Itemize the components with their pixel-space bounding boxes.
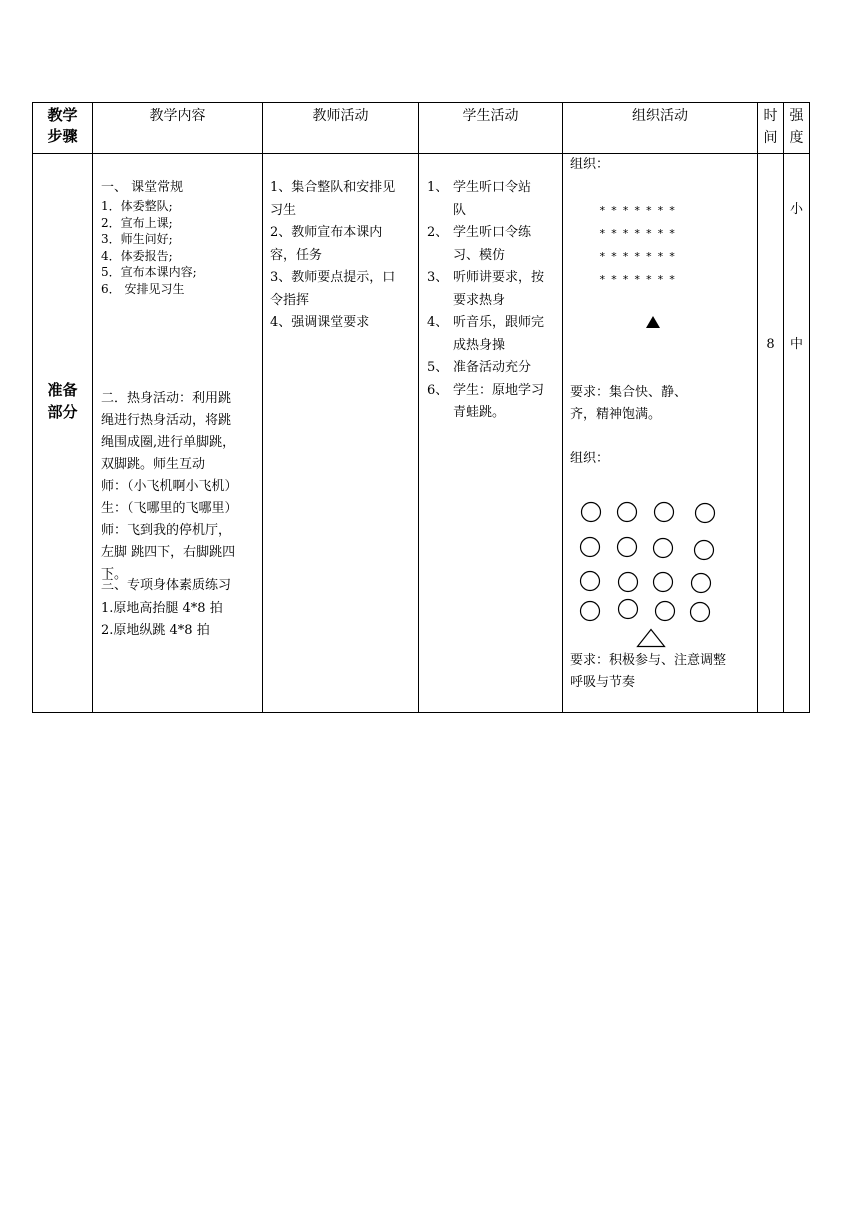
- formation-circles: [570, 495, 730, 630]
- routine-title: 一、 课堂常规: [101, 180, 184, 195]
- header-intensity-line1: 强: [789, 108, 804, 124]
- student-circle-icon: [619, 573, 638, 592]
- step-label: [33, 379, 92, 423]
- requirement-line: 要求：集合快、静、: [570, 385, 688, 400]
- special-item: 2.原地纵跳 4*8 拍: [101, 623, 210, 638]
- teacher-line: 3、教师要点提示，口: [270, 270, 396, 285]
- star-row: *******: [599, 273, 681, 286]
- student-item-line: 队: [453, 202, 467, 218]
- warmup-line: 绳进行热身活动，将跳: [101, 413, 232, 428]
- header-time-line2: 间: [763, 130, 778, 146]
- col-divider: [757, 102, 758, 713]
- student-circle-icon: [655, 503, 674, 522]
- student-item-line: 要求热身: [453, 292, 506, 308]
- student-circle-icon: [581, 538, 600, 557]
- warmup-line: 双脚跳。师生互动: [101, 457, 206, 472]
- table-border-right: [809, 102, 810, 713]
- warmup-text: [101, 388, 238, 586]
- warmup-line: 师：飞到我的停机厅，: [101, 523, 232, 538]
- student-circle-icon: [696, 504, 715, 523]
- header-time: [758, 105, 783, 149]
- teacher-line: 4、强调课堂要求: [270, 315, 370, 330]
- header-row-divider: [32, 153, 810, 154]
- student-circle-icon: [692, 574, 711, 593]
- intensity-low: 小: [789, 202, 803, 217]
- student-circle-icon: [581, 602, 600, 621]
- organize-label-1: 组织：: [570, 157, 610, 172]
- routine-item: 4．体委报告;: [101, 248, 173, 263]
- student-circle-icon: [654, 539, 673, 558]
- student-circle-icon: [581, 572, 600, 591]
- student-item-line: 学生听口令练: [453, 225, 532, 240]
- warmup-line: 绳围成圈,进行单脚跳，: [101, 435, 236, 450]
- warmup-line: 师：（小飞机啊小飞机）: [101, 479, 238, 494]
- col-divider: [418, 102, 419, 713]
- student-circle-icon: [654, 573, 673, 592]
- student-item-line: 学生：原地学习: [453, 382, 545, 398]
- routine-item: 1．体委整队;: [101, 199, 173, 213]
- requirement-line: 要求：积极参与、注意调整: [570, 653, 727, 668]
- table-border-bottom: [32, 712, 810, 713]
- teacher-line: 习生: [270, 202, 297, 218]
- teacher-line: 1、集合整队和安排见: [270, 180, 396, 195]
- header-content: 教学内容: [149, 108, 206, 124]
- table-border-top: [32, 102, 810, 103]
- student-item-line: 习、模仿: [453, 247, 506, 263]
- star-row: *******: [599, 204, 681, 217]
- routine-item: 3．师生问好;: [101, 232, 173, 246]
- header-organize: 组织活动: [632, 108, 688, 124]
- student-item-number: 4、: [427, 315, 449, 330]
- student-item-line: 成热身操: [453, 337, 506, 353]
- student-item: [427, 177, 559, 222]
- student-circle-icon: [618, 503, 637, 522]
- header-intensity: [784, 105, 809, 149]
- header-student: 学生活动: [462, 108, 519, 124]
- routine-item: 6． 安排见习生: [101, 281, 185, 296]
- student-item: [427, 222, 559, 267]
- col-divider: [783, 102, 784, 713]
- student-item: [427, 357, 559, 380]
- student-item-number: 6、: [427, 382, 449, 398]
- requirement-line: 齐，精神饱满。: [570, 407, 662, 422]
- step-label-line1: 准备: [47, 381, 78, 399]
- header-teacher: 教师活动: [312, 108, 369, 124]
- star-row: *******: [599, 227, 681, 240]
- teacher-activities: [270, 177, 395, 335]
- col-divider: [262, 102, 263, 713]
- warmup-line: 生：（飞哪里的飞哪里）: [101, 501, 238, 516]
- organize-requirement-2: [570, 650, 726, 694]
- col-divider: [562, 102, 563, 713]
- student-item: [427, 267, 559, 312]
- student-circle-icon: [695, 541, 714, 560]
- organize-label-2: 组织：: [570, 451, 610, 466]
- routine-list: [101, 198, 197, 297]
- student-item-line: 听音乐，跟师完: [453, 315, 545, 330]
- organize-requirement-1: [570, 382, 687, 426]
- student-item-number: 3、: [427, 270, 449, 285]
- step-label-line2: 部分: [47, 403, 78, 421]
- student-circle-icon: [656, 602, 675, 621]
- student-item-number: 5、: [427, 360, 449, 375]
- warmup-line: 左脚 跳四下，右脚跳四: [101, 545, 236, 560]
- student-circle-icon: [582, 503, 601, 522]
- student-item-line: 学生听口令站: [453, 180, 532, 195]
- formation-stars: [599, 199, 680, 291]
- col-divider: [92, 102, 93, 713]
- routine-item: 2．宣布上课;: [101, 215, 173, 230]
- teacher-position-outline-triangle-icon: [636, 628, 666, 648]
- header-step-line1: 教学: [47, 106, 78, 124]
- star-row: *******: [599, 250, 681, 263]
- teacher-line: 2、教师宣布本课内: [270, 225, 383, 240]
- intensity-medium: 中: [789, 337, 803, 352]
- special-item: 1.原地高抬腿 4*8 拍: [101, 600, 223, 616]
- time-value: 8: [766, 337, 775, 352]
- student-circle-icon: [618, 538, 637, 557]
- special-title: 三、专项身体素质练习: [101, 578, 232, 593]
- header-intensity-line2: 度: [789, 130, 804, 146]
- student-circle-icon: [619, 600, 638, 619]
- teacher-line: 令指挥: [270, 292, 310, 308]
- student-item-line: 准备活动充分: [453, 360, 532, 375]
- student-item-line: 听师讲要求，按: [453, 270, 545, 285]
- warmup-line: 下。: [101, 567, 128, 582]
- student-item-line: 青蛙跳。: [453, 405, 506, 420]
- special-training: [101, 575, 231, 643]
- student-item: [427, 312, 559, 357]
- requirement-line: 呼吸与节奏: [570, 675, 636, 690]
- student-item: [427, 380, 559, 425]
- student-item-number: 2、: [427, 225, 449, 240]
- student-activities: [427, 177, 559, 425]
- header-step-line2: 步骤: [47, 127, 78, 145]
- header-step: [33, 105, 92, 147]
- teacher-line: 容，任务: [270, 247, 323, 263]
- routine-item: 5．宣布本课内容;: [101, 265, 197, 279]
- warmup-line: 二．热身活动：利用跳: [101, 391, 232, 406]
- student-circle-icon: [691, 603, 710, 622]
- header-time-line1: 时: [763, 108, 778, 124]
- teacher-position-filled-triangle-icon: [645, 315, 661, 329]
- student-item-number: 1、: [427, 180, 449, 195]
